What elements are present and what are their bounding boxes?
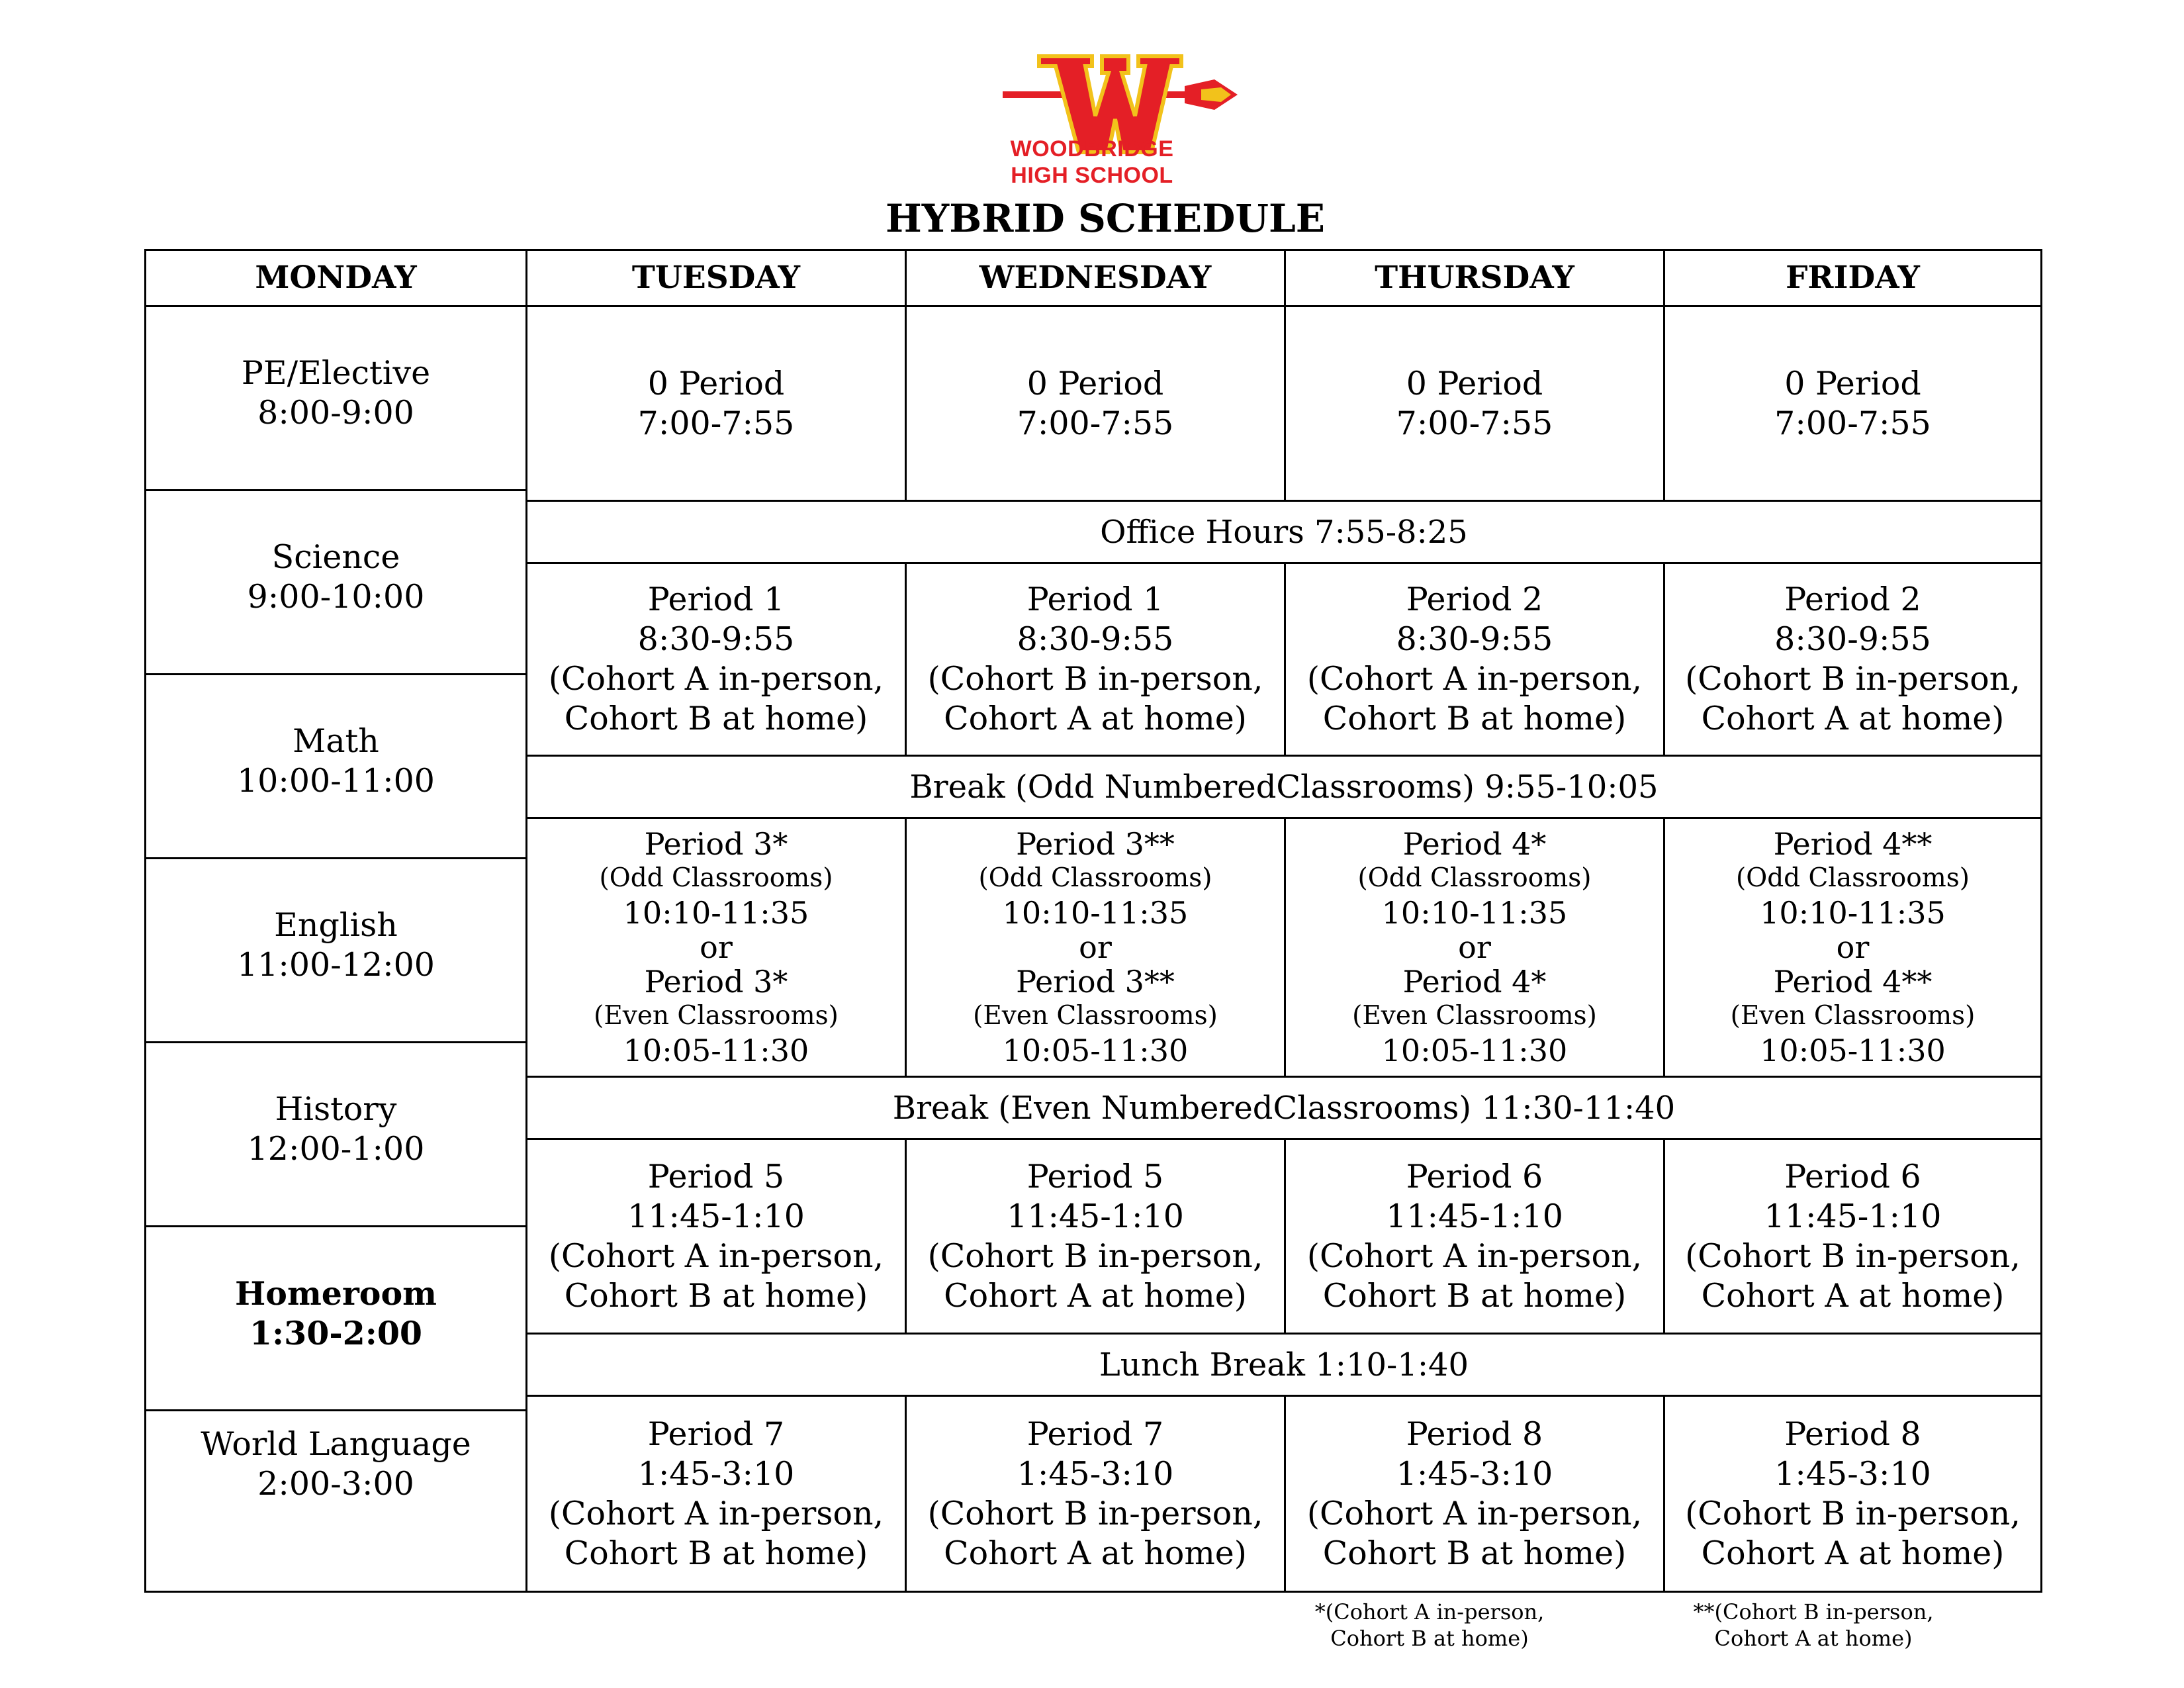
cohort-line: Cohort B at home): [564, 700, 868, 737]
classroom-note: (Odd Classrooms): [599, 863, 833, 893]
period-label: Period 2: [1784, 581, 1921, 618]
monday-subject: English: [274, 906, 398, 944]
break-even-row: Break (Even NumberedClassrooms) 11:30-11:40: [525, 1076, 2042, 1140]
cohort-line: (Cohort A in-person,: [1306, 1494, 1643, 1532]
footnote-double-asterisk: [1661, 1599, 1966, 1652]
zero-period-cell: [1284, 305, 1665, 502]
period-label: Period 3*: [644, 964, 788, 1000]
period-time: 7:00-7:55: [1774, 404, 1931, 442]
cohort-line: (Cohort B in-person,: [1685, 1237, 2021, 1275]
or-label: or: [1836, 929, 1870, 965]
cohort-line: (Cohort B in-person,: [1685, 1494, 2021, 1532]
cohort-line: Cohort A at home): [944, 1534, 1247, 1572]
footnote-single-asterisk: [1284, 1599, 1575, 1652]
classroom-note: (Even Classrooms): [1352, 1001, 1597, 1031]
cohort-line: (Cohort B in-person,: [927, 1494, 1263, 1532]
monday-time: 10:00-11:00: [237, 762, 435, 800]
header-friday: FRIDAY: [1663, 249, 2042, 307]
period-time: 11:45-1:10: [1386, 1197, 1563, 1235]
monday-slot: [144, 673, 527, 859]
or-label: or: [1458, 929, 1491, 965]
period-label: Period 1: [1026, 581, 1164, 618]
period-label: Period 6: [1406, 1157, 1543, 1196]
period-time: 1:45-3:10: [1774, 1454, 1931, 1493]
cohort-line: Cohort A at home): [944, 700, 1247, 737]
period-label: Period 4*: [1402, 964, 1547, 1000]
header-thursday: THURSDAY: [1284, 249, 1665, 307]
period-time: 10:10-11:35: [1381, 895, 1568, 931]
header-monday: MONDAY: [144, 249, 527, 307]
monday-slot: [144, 857, 527, 1043]
period-label: 0 Period: [1406, 364, 1543, 402]
period-label: Period 3**: [1016, 826, 1175, 862]
period-time: 10:05-11:30: [623, 1033, 809, 1068]
cohort-line: (Cohort A in-person,: [548, 660, 884, 698]
period-cell: [1663, 562, 2042, 757]
school-name-line2: HIGH SCHOOL: [1011, 163, 1173, 188]
header-wednesday: WEDNESDAY: [905, 249, 1286, 307]
period-cell: [1284, 1138, 1665, 1335]
cohort-line: Cohort A at home): [1701, 1276, 2005, 1315]
period-label: Period 1: [647, 581, 785, 618]
zero-period-cell: [525, 305, 907, 502]
monday-subject: Homeroom: [234, 1274, 437, 1313]
period-cell: [525, 1138, 907, 1335]
zero-period-cell: [905, 305, 1286, 502]
classroom-note: (Odd Classrooms): [978, 863, 1212, 893]
footnote-line: **(Cohort B in-person,: [1693, 1599, 1934, 1624]
period-cell: [905, 1395, 1286, 1593]
period-label: Period 5: [647, 1157, 785, 1196]
period-time: 11:45-1:10: [1007, 1197, 1184, 1235]
period-time: 7:00-7:55: [1017, 404, 1174, 442]
monday-time: 12:00-1:00: [247, 1130, 425, 1168]
period-time: 7:00-7:55: [637, 404, 795, 442]
header-tuesday: TUESDAY: [525, 249, 907, 307]
classroom-note: (Odd Classrooms): [1357, 863, 1592, 893]
footnote-line: Cohort B at home): [1330, 1626, 1529, 1651]
period-label: 0 Period: [1026, 364, 1164, 402]
monday-time: 9:00-10:00: [247, 578, 425, 616]
period-time: 7:00-7:55: [1396, 404, 1553, 442]
cohort-line: Cohort B at home): [564, 1276, 868, 1315]
monday-slot: [144, 1409, 527, 1593]
period-time: 10:10-11:35: [1760, 895, 1946, 931]
break-odd-row: Break (Odd NumberedClassrooms) 9:55-10:05: [525, 755, 2042, 819]
monday-subject: Math: [293, 722, 379, 760]
period-label: Period 7: [647, 1415, 785, 1453]
period-cell-split: [1284, 817, 1665, 1078]
cohort-line: Cohort A at home): [1701, 1534, 2005, 1572]
period-cell: [1284, 1395, 1665, 1593]
footnote-line: *(Cohort A in-person,: [1314, 1599, 1545, 1624]
lunch-break-row: Lunch Break 1:10-1:40: [525, 1333, 2042, 1397]
period-cell: [1284, 562, 1665, 757]
period-label: Period 4**: [1773, 964, 1933, 1000]
school-name: [927, 136, 1257, 189]
period-label: Period 6: [1784, 1157, 1921, 1196]
period-time: 1:45-3:10: [637, 1454, 795, 1493]
office-hours-row: Office Hours 7:55-8:25: [525, 500, 2042, 564]
period-cell-split: [525, 817, 907, 1078]
period-label: 0 Period: [647, 364, 785, 402]
monday-subject: Science: [271, 538, 400, 576]
period-time: 10:05-11:30: [1002, 1033, 1189, 1068]
cohort-line: Cohort B at home): [1322, 1534, 1627, 1572]
period-time: 11:45-1:10: [1764, 1197, 1942, 1235]
period-cell: [525, 1395, 907, 1593]
monday-time: 11:00-12:00: [237, 946, 435, 984]
period-label: Period 2: [1406, 581, 1543, 618]
period-cell: [905, 1138, 1286, 1335]
period-label: Period 8: [1406, 1415, 1543, 1453]
monday-time: 1:30-2:00: [249, 1314, 423, 1352]
school-name-line1: WOODBRIDGE: [1010, 136, 1174, 162]
period-cell-split: [1663, 817, 2042, 1078]
schedule-table: [144, 249, 2042, 1593]
cohort-line: Cohort A at home): [1701, 700, 2005, 737]
classroom-note: (Even Classrooms): [1730, 1001, 1976, 1031]
period-time: 8:30-9:55: [1017, 620, 1174, 658]
period-time: 10:10-11:35: [623, 895, 809, 931]
period-time: 1:45-3:10: [1396, 1454, 1553, 1493]
cohort-line: (Cohort B in-person,: [1685, 660, 2021, 698]
monday-time: 8:00-9:00: [257, 394, 414, 432]
cohort-line: (Cohort A in-person,: [1306, 660, 1643, 698]
or-label: or: [700, 929, 733, 965]
cohort-line: (Cohort A in-person,: [1306, 1237, 1643, 1275]
period-label: Period 5: [1026, 1157, 1164, 1196]
monday-slot: [144, 1041, 527, 1227]
period-label: Period 3**: [1016, 964, 1175, 1000]
period-label: Period 4**: [1773, 826, 1933, 862]
zero-period-cell: [1663, 305, 2042, 502]
period-label: Period 3*: [644, 826, 788, 862]
cohort-line: Cohort A at home): [944, 1276, 1247, 1315]
monday-subject: History: [275, 1090, 397, 1128]
or-label: or: [1079, 929, 1112, 965]
monday-slot-homeroom: [144, 1225, 527, 1411]
period-label: Period 4*: [1402, 826, 1547, 862]
period-time: 10:05-11:30: [1381, 1033, 1568, 1068]
cohort-line: Cohort B at home): [564, 1534, 868, 1572]
classroom-note: (Even Classrooms): [594, 1001, 839, 1031]
period-cell: [525, 562, 907, 757]
cohort-line: Cohort B at home): [1322, 700, 1627, 737]
period-time: 11:45-1:10: [627, 1197, 805, 1235]
page-title: HYBRID SCHEDULE: [886, 196, 1325, 241]
period-label: 0 Period: [1784, 364, 1921, 402]
period-cell-split: [905, 817, 1286, 1078]
period-time: 1:45-3:10: [1017, 1454, 1174, 1493]
period-time: 10:10-11:35: [1002, 895, 1189, 931]
classroom-note: (Even Classrooms): [973, 1001, 1218, 1031]
footnote-line: Cohort A at home): [1714, 1626, 1913, 1651]
cohort-line: (Cohort B in-person,: [927, 1237, 1263, 1275]
cohort-line: (Cohort B in-person,: [927, 660, 1263, 698]
monday-subject: PE/Elective: [241, 354, 431, 392]
period-time: 8:30-9:55: [1774, 620, 1931, 658]
cohort-line: (Cohort A in-person,: [548, 1237, 884, 1275]
monday-slot: [144, 489, 527, 675]
period-label: Period 8: [1784, 1415, 1921, 1453]
period-label: Period 7: [1026, 1415, 1164, 1453]
monday-subject: World Language: [201, 1425, 471, 1463]
period-time: 8:30-9:55: [637, 620, 795, 658]
period-time: 10:05-11:30: [1760, 1033, 1946, 1068]
classroom-note: (Odd Classrooms): [1736, 863, 1970, 893]
monday-time: 2:00-3:00: [257, 1465, 414, 1503]
period-time: 8:30-9:55: [1396, 620, 1553, 658]
cohort-line: (Cohort A in-person,: [548, 1494, 884, 1532]
period-cell: [1663, 1395, 2042, 1593]
monday-slot: [144, 305, 527, 491]
period-cell: [905, 562, 1286, 757]
cohort-line: Cohort B at home): [1322, 1276, 1627, 1315]
period-cell: [1663, 1138, 2042, 1335]
